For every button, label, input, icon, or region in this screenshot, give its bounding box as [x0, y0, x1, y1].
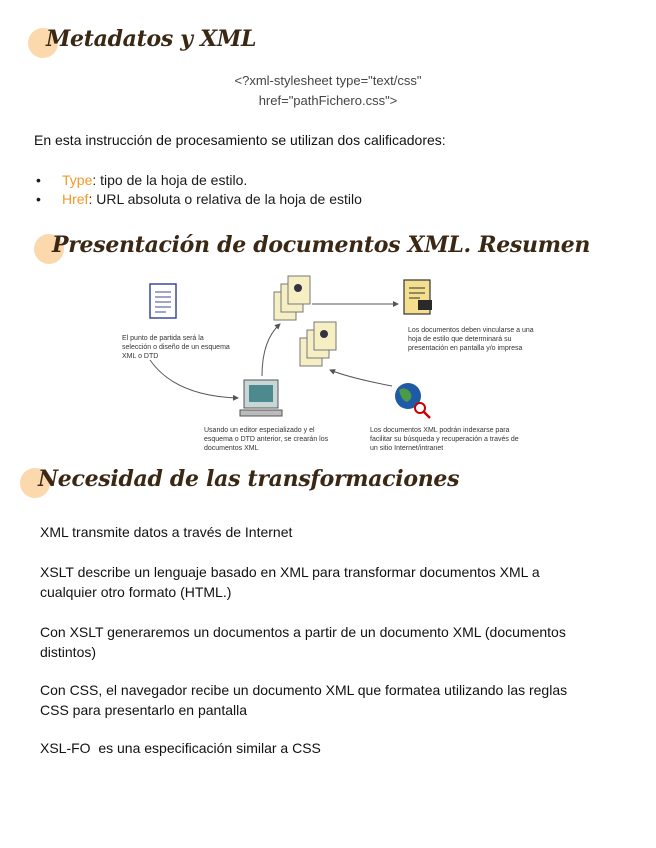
diagram-label-style: Los documentos deben vincularse a una hoja de estilo que determinará su presentación en pantalla y/o impresa	[408, 327, 534, 352]
bullet-icon: •	[36, 172, 41, 188]
transform-paragraph: Con XSLT generaremos un documentos a partir de un documento XML (documentos distintos)	[40, 624, 566, 660]
bullet-colon: :	[88, 191, 93, 207]
bullet-text: URL absoluta o relativa de la hoja de estilo	[92, 191, 362, 207]
transform-paragraph: Con CSS, el navegador recibe un documento XML que formatea utilizando las reglas CSS para presentarlo en pantalla	[40, 682, 568, 718]
xml-documents-icon	[300, 322, 336, 366]
transform-paragraph: XSLT describe un lenguaje basado en XML para transformar documentos XML a cualquier otro formato (HTML.)	[40, 564, 540, 600]
section-title: Necesidad de las transformaciones	[38, 466, 460, 492]
code-line: <?xml-stylesheet type="text/css"	[234, 73, 422, 88]
bullet-icon: •	[36, 191, 41, 207]
diagram-label-start: El punto de partida será la selección o diseño de un esquema XML o DTD	[122, 335, 230, 360]
arrow-to-editor	[150, 360, 238, 398]
globe-search-icon	[395, 383, 430, 418]
bullet-term: Href	[62, 191, 89, 207]
transform-paragraph: XML transmite datos a través de Internet	[40, 524, 293, 540]
arrow-to-documents	[262, 324, 280, 376]
intro-text: En esta instrucción de procesamiento se utilizan dos calificadores:	[34, 132, 446, 148]
bullet-text: tipo de la hoja de estilo.	[96, 172, 248, 188]
schema-document-icon	[150, 284, 176, 318]
computer-icon	[240, 380, 282, 416]
section-title: Metadatos y XML	[46, 26, 257, 52]
bullet-item	[36, 191, 362, 207]
arrow-from-search	[330, 370, 392, 386]
bullet-term: Type	[62, 172, 93, 188]
xml-documents-icon	[274, 276, 310, 320]
diagram-label-editor: Usando un editor especializado y el esquema o DTD anterior, se crearán los documentos XML	[204, 427, 329, 452]
code-line: href="pathFichero.css">	[258, 93, 398, 108]
stylesheet-icon	[404, 280, 432, 314]
section-title: Presentación de documentos XML. Resumen	[52, 232, 591, 258]
diagram-label-index: Los documentos XML podrán indexarse para facilitar su búsqueda y recuperación a través de un sitio Internet/intranet	[370, 427, 519, 452]
bullet-colon: :	[92, 172, 97, 188]
bullet-item	[36, 172, 247, 188]
transform-paragraph: XSL-FO es una especificación similar a CSS	[40, 740, 321, 756]
